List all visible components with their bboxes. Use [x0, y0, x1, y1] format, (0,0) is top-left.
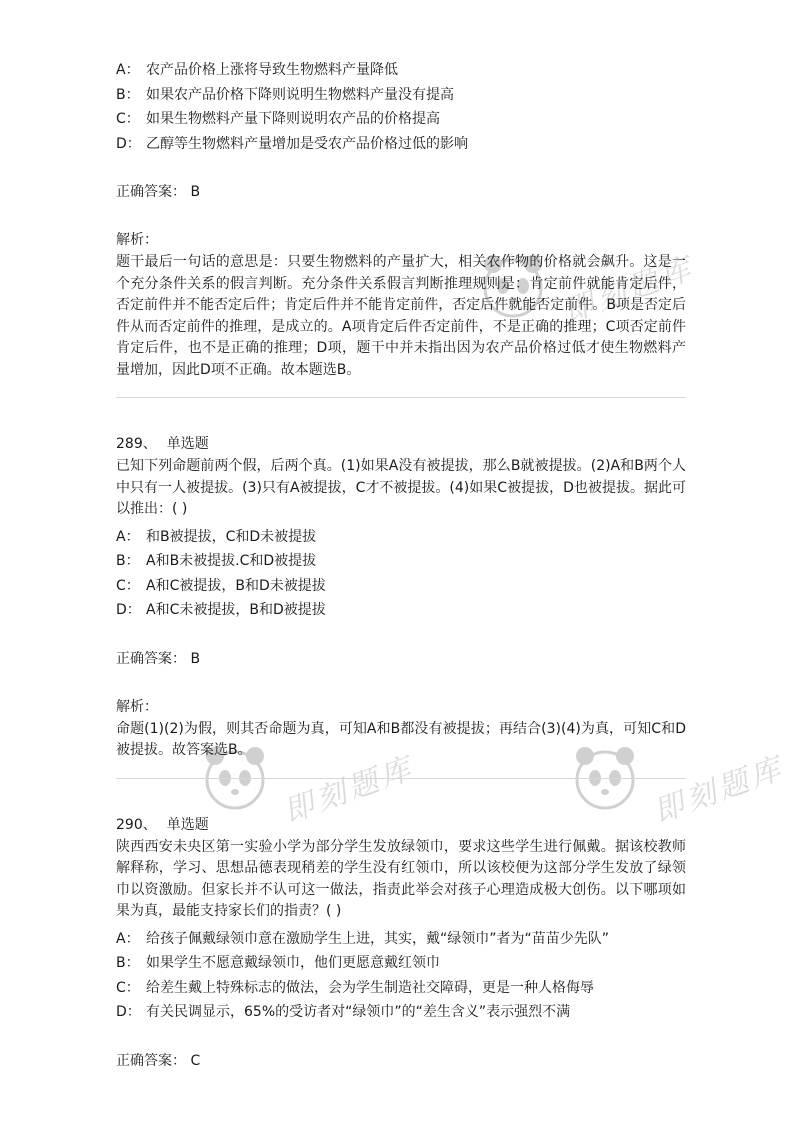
- option-a: A： 和B被提拔，C和D未被提拔: [116, 528, 317, 545]
- question-stem: 陕西西安未央区第一实验小学为部分学生发放绿领巾，要求这些学生进行佩戴。据该校教师解释称，学习、思想品德表现稍差的学生没有红领巾，所以该校便为这部分学生发放了绿领巾以资激励。但家长并不认可这一做法，指责此举会对孩子心理造成极大创伤。以下哪项如果为真，最能支持家长们的指责？( ): [116, 838, 686, 919]
- analysis-text: 命题(1)(2)为假，则其否命题为真，可知A和B都没有被提拔；再结合(3)(4)为真，可知C和D被提拔。故答案选B。: [116, 720, 686, 758]
- analysis-label: 解析：: [116, 232, 158, 248]
- question-number: 289、: [116, 436, 157, 452]
- watermark-text: 即刻题库: [649, 750, 790, 830]
- question-header: [116, 813, 686, 837]
- question-type: 单选题: [166, 436, 209, 452]
- watermark-text: 即刻题库: [559, 250, 700, 330]
- option-c: C： 给差生戴上特殊标志的做法，会为学生制造社交障碍，更是一种人格侮辱: [116, 979, 594, 996]
- option-a: A： 给孩子佩戴绿领巾意在激励学生上进，其实，戴“绿领巾”者为“苗苗少先队”: [116, 930, 610, 947]
- option-d: D： 有关民调显示，65%的受访者对“绿领巾”的“差生含义”表示强烈不满: [116, 1004, 571, 1020]
- option-d: D： A和C未被提拔，B和D被提拔: [116, 602, 326, 618]
- option-c: C： A和C被提拔，B和D未被提拔: [116, 577, 326, 594]
- option-c: C： 如果生物燃料产量下降则说明农产品的价格提高: [116, 111, 440, 127]
- option-list: [116, 927, 686, 1025]
- question-header: [116, 432, 686, 456]
- answer-line: 正确答案： C: [116, 1052, 201, 1069]
- question-stem: 已知下列命题前两个假，后两个真。(1)如果A没有被提拔，那么B就被提拔。(2)A和B两个人中只有一人被提拔。(3)只有A被提拔，C才不被提拔。(4)如果C被提拔，D也被提拔。据此可以推出：( ): [116, 458, 686, 517]
- option-d: D： 乙醇等生物燃料产量增加是受农产品价格过低的影响: [116, 135, 468, 152]
- answer-value: B: [190, 184, 201, 200]
- option-b: B： A和B未被提拔.C和D被提拔: [116, 553, 317, 569]
- question-number: 290、: [116, 816, 157, 833]
- answer-value: C: [190, 1052, 201, 1069]
- document-page: [116, 58, 686, 1073]
- option-b: B： 如果学生不愿意戴绿领巾，他们更愿意戴红领巾: [116, 955, 440, 971]
- option-b: B： 如果农产品价格下降则说明生物燃料产量没有提高: [116, 86, 454, 103]
- question-type: 单选题: [166, 816, 209, 833]
- option-list: [116, 525, 686, 623]
- option-list: [116, 58, 686, 156]
- watermark-text: 即刻题库: [279, 750, 420, 830]
- answer-value: B: [190, 650, 201, 667]
- answer-line: 正确答案： B: [116, 650, 201, 667]
- option-a: A： 农产品价格上涨将导致生物燃料产量降低: [116, 62, 398, 78]
- analysis-label: 解析：: [116, 698, 158, 715]
- analysis-text: 题干最后一句话的意思是：只要生物燃料的产量扩大，相关农作物的价格就会飙升。这是一个充分条件关系的假言判断。充分条件关系假言判断推理规则是：肯定前件就能肯定后件，否定前件并不能否定后件；肯定后件并不能肯定前件，否定后件就能否定前件。B项是否定后件从而否定前件的推理，是成立的。A项肯定后件否定前件，不是正确的推理；C项否定前件肯定后件，也不是正确的推理；D项，题干中并未指出因为农产品价格过低才使生物燃料产量增加，因此D项不正确。故本题选B。: [116, 254, 686, 378]
- answer-line: 正确答案： B: [116, 184, 201, 200]
